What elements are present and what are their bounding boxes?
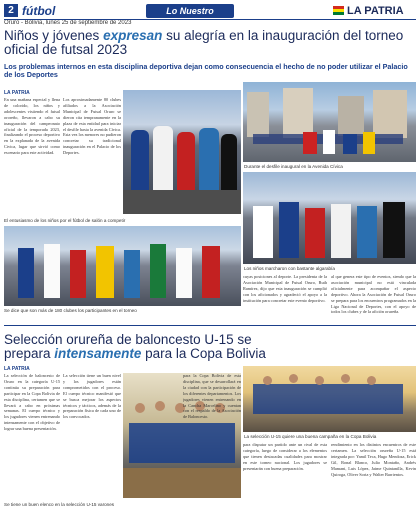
photo-basketball-team-copa <box>243 366 416 432</box>
caption-children-algarabia: Los niños marcharon con bastante algarabía <box>244 266 335 271</box>
caption-kids-marching: Se dice que son más de 180 clubes los participantes en el torneo <box>4 308 137 313</box>
newspaper-name: LA PATRIA <box>347 5 404 17</box>
article1-byline: LA PATRIA <box>4 90 30 96</box>
article-divider <box>4 325 416 326</box>
caption-kids-uniforms: El entusiasmo de los niños por el fútbol de salón a competir <box>4 218 126 223</box>
article2-headline: Selección orureña de baloncesto U-15 se prepara intensamente para la Copa Bolivia <box>4 332 266 361</box>
photo-children-algarabia <box>243 172 416 264</box>
photo-kids-marching <box>4 226 241 306</box>
article2-column-1: La selección de baloncesto de Oruro en la categoría U-15 continúa su preparación para participar en la Copa Bolivia de esta disciplina, certamen que se llevará a cabo en próximas semanas. El cuerpo técnico y los jugadores vienen entrenando intensamente con el objetivo de lograr una buena presentación. <box>4 373 60 432</box>
caption-basketball-varones: Se tiene un buen elenco en la selección U-15 varones <box>4 502 115 507</box>
article1-headline: Niños y jóvenes expresan su alegría en la inauguración del torneo oficial de futsal 2023 <box>4 28 404 57</box>
article1-column-6: al que genera este tipo de eventos, siendo que la asociación municipal no está vinculada oficialmente para acompañar el aspecto deportivo. Ahora la Asociación de Futsal Oruro se prepara para los encuentros programados en la Liga Nacional de Deportes, con el apoyo de todos los clubes y de la afición orureña. <box>331 274 416 315</box>
date-line: Oruro - Bolivia, lunes 25 de septiembre de 2023 <box>4 20 132 26</box>
article2-column-3: para la Copa Bolivia de esta disciplina, que se desarrollará en la ciudad con la participación de los diferentes departamentos. Los jugadores vienen entrenando en la Cancha Marcelino y cuentan con el respaldo de la Asociación de Baloncesto. <box>183 373 241 420</box>
article1-column-5: cuyas posiciones al deporte. La presidenta de la Asociación Municipal de Futsal Oruro, Ruth Ramírez, dijo que esta inauguración se cumplió con los aficionados y agradeció el apoyo a la institución para concretar este evento deportivo. <box>243 274 327 303</box>
article2-column-4: para disputar un partido ante un rival de esta categoría, luego de considerar a los elementos que tienen destacadas cualidades para mostrar en este torneo nacional. Los jugadores se presentarán con buena preparación. <box>243 442 327 471</box>
caption-parade-street: Durante el desfile inaugural en la Avenida Cívica <box>244 164 343 169</box>
caption-basketball-copa: La selección U-15 quiere una buena campaña en la Copa Bolivia <box>244 434 377 439</box>
article2-column-5: rendimiento en los distintos encuentros de este certamen. La selección orureña U-15 está integrada por: Yamil Teca, Hugo Mendoza, Erick Gil, Ronal Blanco, Julio Montaño, Andrés Mamani, Luis López, Jaime Quintanilla, Kevin Quiroga, Oliver Soria y Walter Barrientos. <box>331 442 416 477</box>
article1-column-2: Los aproximadamente 80 clubes afiliados a la Asociación Municipal de Futsal Oruro se dieron cita tempranamente en la plaza de esta entidad para iniciar el desfile hasta la avenida Cívica. Esta vez los menores no pudieron concretar su tradicional inauguración en el Palacio de los Deportes. <box>63 97 121 156</box>
article2-column-2: La selección tiene un buen nivel y los jugadores están comprometidos con el proceso. El cuerpo técnico manifestó que se busca mejorar los aspectos técnicos y tácticos, además de la preparación física de cada uno de los convocados. <box>63 373 121 420</box>
sports-supplement-logo: Lo Nuestro Deportivo <box>146 4 234 18</box>
section-title: fútbol <box>22 4 56 18</box>
article1-subtitle: Los problemas internos en esta disciplina deportiva dejan como consecuencia el hecho de no poder utilizar el Palacio de los Deportes <box>4 62 408 80</box>
flag-icon <box>333 6 344 15</box>
header-divider <box>4 19 416 20</box>
page-number: 2 <box>4 4 18 17</box>
article2-byline: LA PATRIA <box>4 366 30 372</box>
photo-parade-street <box>243 82 416 162</box>
photo-kids-uniforms <box>123 90 241 214</box>
article1-column-1: En una mañana especial y llena de colorido, los niños y adolescentes vistiendo el futsal ororeño, llevaron a cabo su inauguración del campeonato oficial de la temporada 2023, finalizando el proceso deportivo en la explanada de la avenida Civica, lugar que sirvió como escenario para este actividad. <box>4 97 60 156</box>
